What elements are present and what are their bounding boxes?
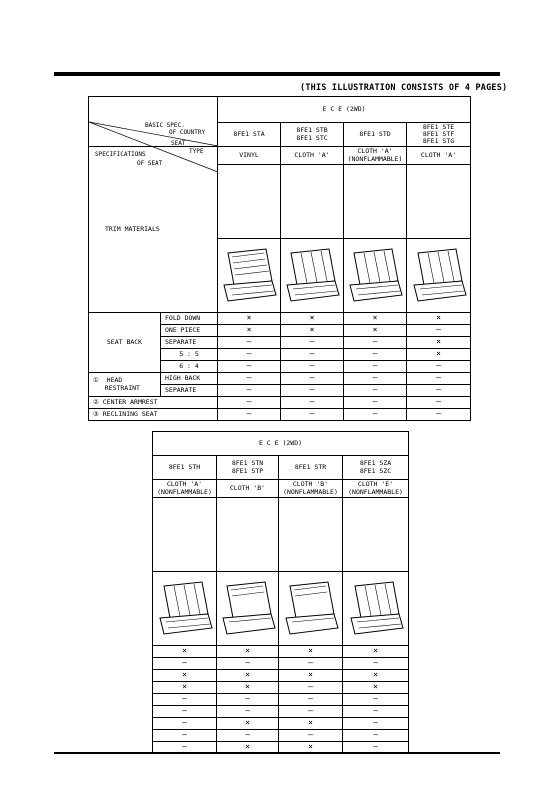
- mark-cell: —: [279, 694, 343, 706]
- mark-cell: ×: [217, 718, 279, 730]
- mark-cell: —: [344, 373, 407, 385]
- mark-cell: —: [281, 373, 344, 385]
- mark-cell: ×: [281, 325, 344, 337]
- mark-cell: —: [153, 742, 217, 754]
- mark-cell: —: [218, 373, 281, 385]
- mark-cell: ×: [279, 718, 343, 730]
- material-cell: CLOTH 'E' (NONFLAMMABLE): [343, 480, 409, 498]
- mark-cell: —: [344, 337, 407, 349]
- mark-cell: —: [153, 718, 217, 730]
- mark-cell: ×: [153, 682, 217, 694]
- mark-cell: —: [407, 361, 471, 373]
- mark-cell: —: [153, 730, 217, 742]
- type-cell: 8FE1 SZA 8FE1 SZC: [343, 456, 409, 480]
- mark-cell: ×: [279, 742, 343, 754]
- seat-icon: [219, 578, 277, 640]
- mark-cell: —: [279, 658, 343, 670]
- group-header: E C E (2WD): [153, 432, 409, 456]
- mark-cell: ×: [343, 646, 409, 658]
- mark-cell: —: [407, 385, 471, 397]
- mark-cell: ×: [153, 646, 217, 658]
- mark-cell: —: [279, 706, 343, 718]
- mark-cell: —: [344, 385, 407, 397]
- material-cell: CLOTH 'A': [281, 147, 344, 165]
- group-header: E C E (2WD): [218, 97, 471, 123]
- mark-cell: —: [279, 730, 343, 742]
- mark-cell: —: [407, 373, 471, 385]
- hdr-seat: SEAT: [171, 139, 186, 147]
- type-cell: 8FE1 STB 8FE1 STC: [281, 123, 344, 147]
- mark-cell: ×: [343, 682, 409, 694]
- mark-cell: —: [153, 706, 217, 718]
- seat-icon: [346, 245, 404, 307]
- mark-cell: —: [343, 742, 409, 754]
- row-label: SEPARATE: [161, 385, 218, 397]
- mark-cell: ×: [279, 646, 343, 658]
- mark-cell: —: [217, 730, 279, 742]
- row-label: HIGH BACK: [161, 373, 218, 385]
- mark-cell: ×: [407, 349, 471, 361]
- mark-cell: —: [281, 409, 344, 421]
- mark-cell: —: [281, 349, 344, 361]
- material-cell: CLOTH 'A' (NONFLAMMABLE): [153, 480, 217, 498]
- mark-cell: —: [218, 361, 281, 373]
- top-rule: [54, 72, 500, 76]
- mark-cell: ×: [217, 742, 279, 754]
- hdr-specifications: SPECIFICATIONS: [95, 150, 146, 158]
- mark-cell: —: [343, 658, 409, 670]
- mark-cell: —: [281, 337, 344, 349]
- material-cell: CLOTH 'A': [407, 147, 471, 165]
- type-cell: 8FE1 STA: [218, 123, 281, 147]
- seat-back-label: SEAT BACK: [89, 313, 161, 373]
- seat-icon: [156, 578, 214, 640]
- seat-illustration: [407, 239, 471, 313]
- seat-icon: [283, 245, 341, 307]
- mark-cell: —: [218, 349, 281, 361]
- row-label: 6 : 4: [161, 361, 218, 373]
- mark-cell: —: [218, 397, 281, 409]
- mark-cell: ×: [407, 313, 471, 325]
- material-cell: CLOTH 'B': [217, 480, 279, 498]
- mark-cell: ×: [344, 325, 407, 337]
- mark-cell: —: [281, 397, 344, 409]
- mark-cell: —: [407, 397, 471, 409]
- mark-cell: —: [344, 361, 407, 373]
- mark-cell: —: [343, 730, 409, 742]
- mark-cell: —: [153, 658, 217, 670]
- type-cell: 8FE1 STR: [279, 456, 343, 480]
- mark-cell: —: [218, 385, 281, 397]
- mark-cell: ×: [153, 670, 217, 682]
- head-restraint-label: ① HEAD RESTRAINT: [89, 373, 161, 397]
- type-cell: 8FE1 STE 8FE1 STF 8FE1 STG: [407, 123, 471, 147]
- hdr-basic-spec: BASIC SPEC.: [145, 121, 185, 129]
- mark-cell: —: [217, 694, 279, 706]
- row-label: ONE PIECE: [161, 325, 218, 337]
- mark-cell: —: [217, 706, 279, 718]
- mark-cell: —: [407, 409, 471, 421]
- mark-cell: ×: [279, 670, 343, 682]
- mark-cell: ×: [217, 670, 279, 682]
- mark-cell: ×: [281, 313, 344, 325]
- mark-cell: —: [343, 706, 409, 718]
- type-cell: 8FE1 STH: [153, 456, 217, 480]
- row-label: SEPARATE: [161, 337, 218, 349]
- center-armrest-label: ② CENTER ARMREST: [89, 397, 218, 409]
- seat-icon: [282, 578, 340, 640]
- seat-spec-table-1: [88, 96, 471, 421]
- seat-illustration: [153, 572, 217, 646]
- mark-cell: —: [343, 694, 409, 706]
- seat-illustration: [343, 572, 409, 646]
- mark-cell: ×: [218, 325, 281, 337]
- mark-cell: —: [281, 361, 344, 373]
- seat-icon: [410, 245, 468, 307]
- type-cell: 8FE1 STD: [344, 123, 407, 147]
- reclining-seat-label: ③ RECLINING SEAT: [89, 409, 218, 421]
- mark-cell: —: [153, 694, 217, 706]
- material-cell: CLOTH 'B' (NONFLAMMABLE): [279, 480, 343, 498]
- hdr-type: TYPE: [189, 147, 204, 155]
- mark-cell: ×: [218, 313, 281, 325]
- seat-icon: [347, 578, 405, 640]
- header-diagonal-cell: [89, 97, 218, 167]
- seat-illustration: [281, 239, 344, 313]
- mark-cell: —: [407, 325, 471, 337]
- mark-cell: ×: [343, 670, 409, 682]
- row-label: FOLD DOWN: [161, 313, 218, 325]
- material-cell: VINYL: [218, 147, 281, 165]
- mark-cell: ×: [217, 682, 279, 694]
- seat-illustration: [218, 239, 281, 313]
- seat-spec-table-2: [152, 431, 409, 754]
- mark-cell: ×: [344, 313, 407, 325]
- mark-cell: —: [218, 409, 281, 421]
- seat-icon: [220, 245, 278, 307]
- hdr-of-seat: OF SEAT: [137, 159, 163, 167]
- hdr-of-country: OF COUNTRY: [169, 128, 206, 136]
- seat-illustration: [344, 239, 407, 313]
- mark-cell: —: [218, 337, 281, 349]
- mark-cell: ×: [217, 646, 279, 658]
- mark-cell: —: [344, 409, 407, 421]
- mark-cell: —: [344, 349, 407, 361]
- trim-materials-label: TRIM MATERIALS: [89, 147, 218, 313]
- mark-cell: —: [343, 718, 409, 730]
- mark-cell: —: [344, 397, 407, 409]
- mark-cell: —: [217, 658, 279, 670]
- page-caption: (THIS ILLUSTRATION CONSISTS OF 4 PAGES): [300, 83, 508, 93]
- mark-cell: ×: [407, 337, 471, 349]
- bottom-rule: [54, 752, 500, 754]
- material-cell: CLOTH 'A' (NONFLAMMABLE): [344, 147, 407, 165]
- type-cell: 8FE1 STN 8FE1 STP: [217, 456, 279, 480]
- mark-cell: —: [281, 385, 344, 397]
- row-label: 5 : 5: [161, 349, 218, 361]
- seat-illustration: [217, 572, 279, 646]
- mark-cell: —: [279, 682, 343, 694]
- seat-illustration: [279, 572, 343, 646]
